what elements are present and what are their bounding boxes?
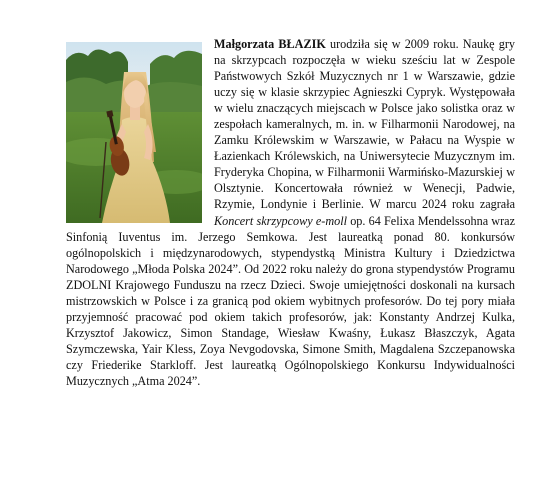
artist-first-name: Małgorzata [214, 37, 275, 51]
bio-text-part-2: op. 64 Felixa Mendelssohna wraz Sinfonią Iuventus im. Jerzego Semkowa. Jest laureatką ponad 80. konkursów ogólnopolskich i międzynarodowych, stypendystką Ministra Kultury i Dziedzictwa Narodowego „Młoda Polska 2024”. Od 2022 roku należy do grona stypendystów Programu ZDOLNI Krajowego Funduszu na rzecz Dzieci. Swoje umiejętności doskonali na kursach mistrzowskich w Polsce i za granicą pod okiem wybitnych profesorów. Do tej pory miała przyjemność pracować pod okiem takich profesorów, jak: Konstanty Andrzej Kulka, Krzysztof Jakowicz, Simon Standage, Wiesław Kwaśny, Łukasz Błaszczyk, Agata Szymczewska, Yair Kless, Zoya Nevgodovska, Simone Smith, Magdalena Szczepanowska czy Friederike Starkloff. Jest laureatką Ogólnopolskiego Konkursu Indywidualności Muzycznych „Atma 2024”. [66, 213, 515, 388]
concert-work-title: Koncert skrzypcowy e-moll [214, 213, 347, 228]
bio-text-part-1: urodziła się w 2009 roku. Naukę gry na skrzypcach rozpoczęła w wieku sześciu lat w Zespole Państwowych Szkół Muzycznych nr 1 w Warszawie, gdzie uczy się w klasie skrzypiec Agnieszki Cypryk. Występowała w wielu znaczących miejscach w Polsce jako solistka oraz w zespołach kameralnych, m. in. w Filharmonii Narodowej, na Zamku Królewskim w Warszawie, w Pałacu na Wyspie w Łazienkach Królewskich, na Uniwersytecie Muzycznym im. Fryderyka Chopina, w Filharmonii Warmińsko-Mazurskiej w Olsztynie. Koncertowała również w Wenecji, Padwie, Rzymie, Londynie i Berlinie. W marcu 2024 roku zagrała [214, 37, 515, 212]
portrait-photo [66, 42, 202, 223]
artist-last-name: BŁAZIK [278, 37, 326, 51]
bio-paragraph [66, 36, 515, 389]
